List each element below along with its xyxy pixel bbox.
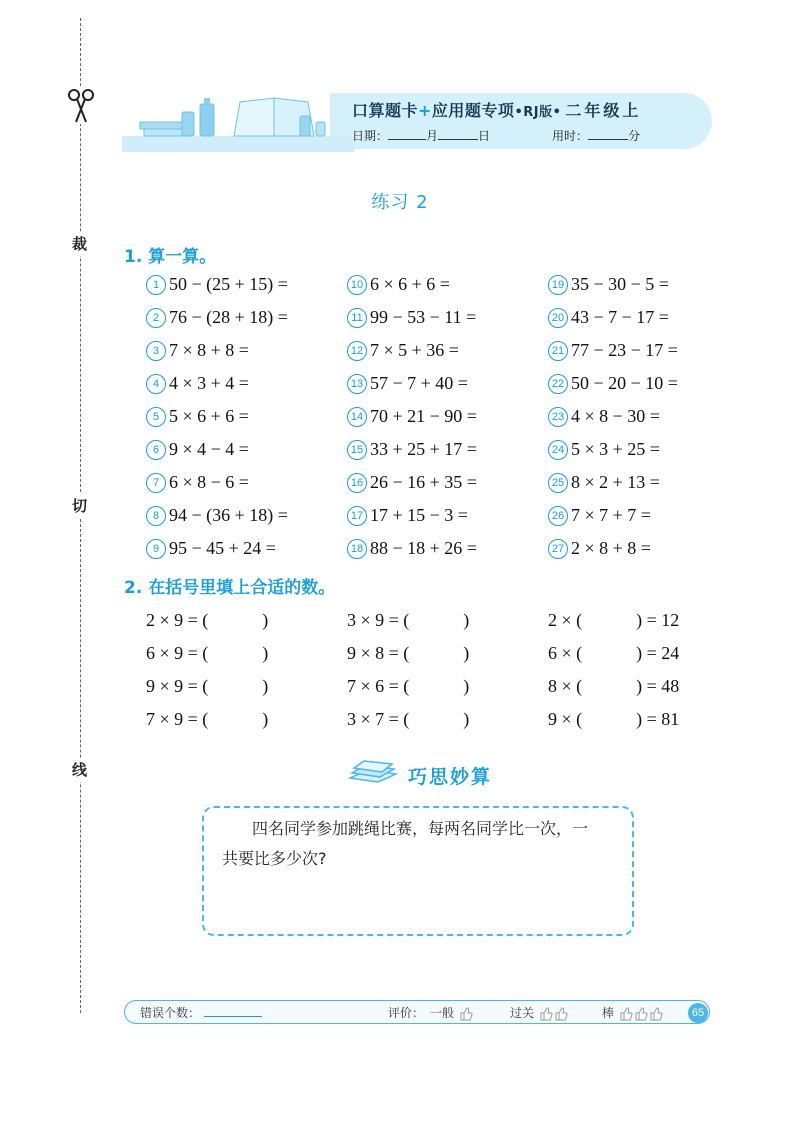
problem-expression: 4 × 8 − 30 = (571, 406, 660, 426)
problem-15 (347, 439, 477, 460)
thinking-question-line1: 四名同学参加跳绳比赛，每两名同学比一次，一 (252, 819, 589, 838)
problem-expression: 76 − (28 + 18) = (169, 307, 288, 327)
date-label: 日期： (352, 129, 389, 143)
minute-label: 分 (628, 129, 641, 143)
problem-25 (548, 472, 660, 493)
problem-26 (548, 505, 651, 526)
problem-expression: 70 + 21 − 90 = (370, 406, 477, 426)
problem-24 (548, 439, 660, 460)
problem-number: 1 (146, 275, 166, 295)
fill-problem[interactable]: 9 × 8 = ( ) (347, 643, 470, 663)
problem-number: 4 (146, 374, 166, 394)
fill-problem[interactable]: 9 × 9 = ( ) (146, 676, 269, 696)
fill-problem[interactable]: 6 × 9 = ( ) (146, 643, 269, 663)
problem-expression: 7 × 5 + 36 = (370, 340, 459, 360)
problem-expression: 57 − 7 + 40 = (370, 373, 468, 393)
thumbs-up-icon[interactable] (619, 1007, 633, 1021)
problem-number: 13 (347, 374, 367, 394)
fill-problem[interactable]: 8 × ( ) = 48 (548, 676, 680, 696)
problem-number: 26 (548, 506, 568, 526)
problem-number: 11 (347, 308, 367, 328)
cut-label-xian: 线 (72, 758, 87, 782)
problem-expression: 43 − 7 − 17 = (571, 307, 669, 327)
thumbs-up-icon[interactable] (649, 1007, 663, 1021)
fill-problem[interactable]: 2 × ( ) = 12 (548, 610, 680, 630)
problem-22 (548, 373, 678, 394)
problem-9 (146, 538, 276, 559)
problem-expression: 35 − 30 − 5 = (571, 274, 669, 294)
lesson-title: 练习 2 (371, 192, 429, 213)
problem-number: 15 (347, 440, 367, 460)
problem-14 (347, 406, 477, 427)
day-label: 日 (478, 129, 491, 143)
title-main: 口算题卡 (352, 101, 419, 120)
problem-expression: 4 × 3 + 4 = (169, 373, 249, 393)
problem-expression: 88 − 18 + 26 = (370, 538, 477, 558)
problem-expression: 6 × 6 + 6 = (370, 274, 450, 294)
thinking-title: 巧思妙算 (408, 765, 493, 788)
problem-expression: 99 − 53 − 11 = (370, 307, 477, 327)
problem-10 (347, 274, 450, 295)
problem-number: 3 (146, 341, 166, 361)
problem-expression: 95 − 45 + 24 = (169, 538, 276, 558)
problem-expression: 9 × 4 − 4 = (169, 439, 249, 459)
title-plus: + (418, 101, 432, 120)
problem-5 (146, 406, 249, 427)
problem-expression: 17 + 15 − 3 = (370, 505, 468, 525)
fill-problem[interactable]: 6 × ( ) = 24 (548, 643, 680, 663)
cut-label-qie: 切 (72, 494, 87, 518)
problem-number: 7 (146, 473, 166, 493)
problem-number: 5 (146, 407, 166, 427)
problem-number: 6 (146, 440, 166, 460)
problem-number: 17 (347, 506, 367, 526)
fill-problem[interactable]: 3 × 9 = ( ) (347, 610, 470, 630)
problem-expression: 50 − 20 − 10 = (571, 373, 678, 393)
thinking-header (348, 760, 492, 790)
fill-problem[interactable]: 9 × ( ) = 81 (548, 709, 680, 729)
problem-1 (146, 274, 288, 295)
problem-number: 24 (548, 440, 568, 460)
fill-problem[interactable]: 7 × 6 = ( ) (347, 676, 470, 696)
problem-expression: 7 × 7 + 7 = (571, 505, 651, 525)
problem-expression: 8 × 2 + 13 = (571, 472, 660, 492)
book-title (352, 98, 641, 121)
rating-great: 棒 (602, 1006, 615, 1020)
problem-13 (347, 373, 468, 394)
problem-number: 20 (548, 308, 568, 328)
rating-field (388, 1004, 473, 1021)
problem-expression: 33 + 25 + 17 = (370, 439, 477, 459)
thumbs-up-icon[interactable] (539, 1007, 553, 1021)
problem-19 (548, 274, 669, 295)
problem-20 (548, 307, 669, 328)
books-icon (348, 760, 398, 790)
errors-field (140, 1004, 262, 1021)
rating-great-field (602, 1004, 663, 1021)
problem-expression: 7 × 8 + 8 = (169, 340, 249, 360)
header-meta (352, 127, 640, 144)
problem-number: 23 (548, 407, 568, 427)
problem-expression: 6 × 8 − 6 = (169, 472, 249, 492)
problem-number: 8 (146, 506, 166, 526)
problem-expression: 5 × 6 + 6 = (169, 406, 249, 426)
fill-problem[interactable]: 7 × 9 = ( ) (146, 709, 269, 729)
problem-number: 18 (347, 539, 367, 559)
thumbs-up-icon[interactable] (459, 1007, 473, 1021)
problem-number: 14 (347, 407, 367, 427)
errors-blank[interactable] (204, 1005, 262, 1017)
problem-number: 10 (347, 275, 367, 295)
problem-expression: 77 − 23 − 17 = (571, 340, 678, 360)
problem-expression: 26 − 16 + 35 = (370, 472, 477, 492)
problem-16 (347, 472, 477, 493)
month-label: 月 (426, 129, 439, 143)
problem-23 (548, 406, 660, 427)
fill-problem[interactable]: 3 × 7 = ( ) (347, 709, 470, 729)
errors-label: 错误个数： (140, 1006, 201, 1020)
thinking-question-line2: 共要比多少次? (222, 849, 327, 868)
problem-number: 22 (548, 374, 568, 394)
problem-number: 27 (548, 539, 568, 559)
problem-expression: 2 × 8 + 8 = (571, 538, 651, 558)
problem-7 (146, 472, 249, 493)
problem-expression: 94 − (36 + 18) = (169, 505, 288, 525)
problem-expression: 5 × 3 + 25 = (571, 439, 660, 459)
desk-illustration (122, 96, 354, 152)
problem-expression: 50 − (25 + 15) = (169, 274, 288, 294)
problem-number: 12 (347, 341, 367, 361)
thumbs-up-icon[interactable] (554, 1007, 568, 1021)
fill-problem[interactable]: 2 × 9 = ( ) (146, 610, 269, 630)
rating-label: 评价： (388, 1006, 425, 1020)
title-second: 应用题专项 (431, 101, 515, 120)
problem-6 (146, 439, 249, 460)
edition-label: •RJ版• (514, 105, 562, 120)
thumbs-up-icon[interactable] (634, 1007, 648, 1021)
problem-21 (548, 340, 678, 361)
minute-blank[interactable] (588, 128, 628, 140)
problem-2 (146, 307, 288, 328)
problem-number: 21 (548, 341, 568, 361)
rating-pass: 过关 (510, 1006, 535, 1020)
problem-17 (347, 505, 468, 526)
problem-number: 9 (146, 539, 166, 559)
problem-18 (347, 538, 477, 559)
problem-11 (347, 307, 476, 328)
problem-number: 2 (146, 308, 166, 328)
day-blank[interactable] (438, 128, 478, 140)
problem-8 (146, 505, 288, 526)
problem-number: 16 (347, 473, 367, 493)
rating-pass-field (510, 1004, 568, 1021)
problem-27 (548, 538, 651, 559)
problem-4 (146, 373, 249, 394)
month-blank[interactable] (388, 128, 426, 140)
grade-label: 二年级上 (565, 101, 642, 120)
page-number: 65 (688, 1003, 708, 1023)
problem-number: 19 (548, 275, 568, 295)
scissors-icon (66, 88, 96, 124)
section1-title: 1. 算一算。 (124, 247, 217, 267)
problem-3 (146, 340, 249, 361)
problem-number: 25 (548, 473, 568, 493)
problem-12 (347, 340, 459, 361)
rating-general: 一般 (430, 1006, 455, 1020)
section2-title: 2. 在括号里填上合适的数。 (124, 578, 336, 598)
time-label: 用时： (552, 129, 589, 143)
cut-label-cai: 裁 (72, 232, 87, 256)
